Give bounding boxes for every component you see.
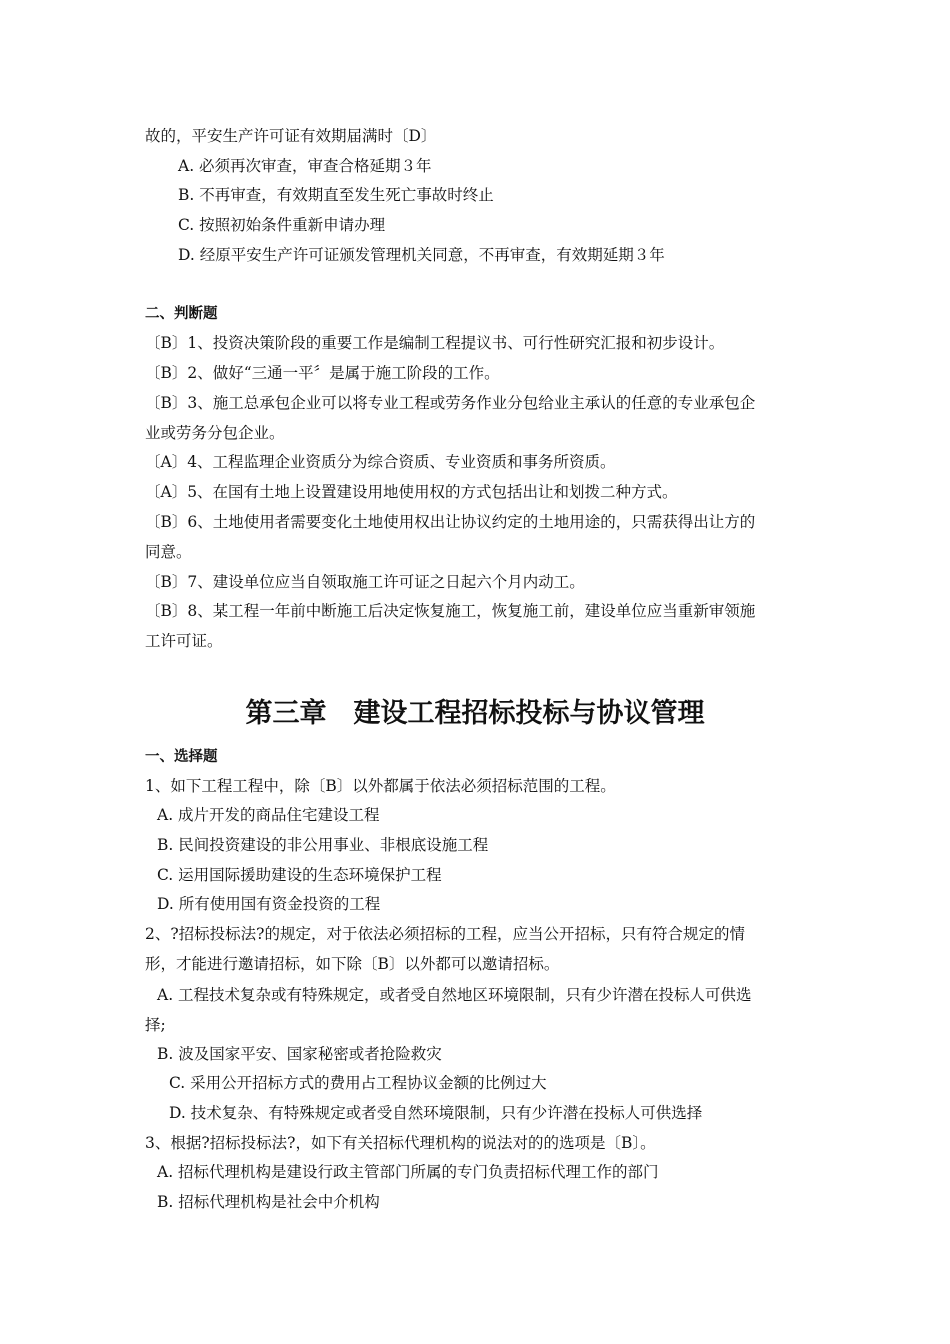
- question-2-stem: 2、?招标投标法?的规定，对于依法必须招标的工程，应当公开招标，只有符合规定的情: [145, 925, 745, 943]
- question-stem-tail: 故的，平安生产许可证有效期届满时〔D〕: [145, 127, 437, 145]
- q2-option-d: D. 技术复杂、有特殊规定或者受自然环境限制，只有少许潜在投标人可供选择: [169, 1104, 703, 1122]
- q2-option-a-continued: 择;: [145, 1016, 166, 1034]
- q3-option-a: A. 招标代理机构是建设行政主管部门所属的专门负责招标代理工作的部门: [157, 1163, 659, 1181]
- q2-option-b: B. 波及国家平安、国家秘密或者抢险救灾: [157, 1045, 442, 1063]
- question-1-stem: 1、如下工程工程中，除〔B〕以外都属于依法必须招标范围的工程。: [145, 777, 616, 795]
- judgement-item: 〔A〕5、在国有土地上设置建设用地使用权的方式包括出让和划拨二种方式。: [145, 483, 678, 501]
- section-heading-judgement: 二、判断题: [145, 306, 218, 322]
- section-heading-choice: 一、选择题: [145, 749, 218, 765]
- judgement-item: 〔B〕7、建设单位应当自领取施工许可证之日起六个月内动工。: [145, 573, 585, 591]
- judgement-item-continued: 业或劳务分包企业。: [145, 424, 285, 442]
- judgement-item: 〔B〕6、土地使用者需要变化土地使用权出让协议约定的土地用途的，只需获得出让方的: [145, 513, 756, 531]
- question-3-stem: 3、根据?招标投标法?，如下有关招标代理机构的说法对的的选项是〔B〕。: [145, 1134, 656, 1152]
- judgement-item-continued: 同意。: [145, 543, 192, 561]
- judgement-item: 〔B〕1、投资决策阶段的重要工作是编制工程提议书、可行性研究汇报和初步设计。: [145, 334, 725, 352]
- judgement-item-continued: 工许可证。: [145, 632, 223, 650]
- q1-option-a: A. 成片开发的商品住宅建设工程: [157, 806, 380, 824]
- judgement-item: 〔B〕3、施工总承包企业可以将专业工程或劳务作业分包给业主承认的任意的专业承包企: [145, 394, 756, 412]
- q1-option-c: C. 运用国际援助建设的生态环境保护工程: [157, 866, 442, 884]
- question-2-stem-continued: 形，才能进行邀请招标，如下除〔B〕以外都可以邀请招标。: [145, 955, 560, 973]
- chapter-title: 第三章 建设工程招标投标与协议管理: [245, 698, 705, 729]
- option-a: A. 必须再次审查，审查合格延期３年: [178, 157, 432, 175]
- option-c: C. 按照初始条件重新申请办理: [178, 216, 386, 234]
- judgement-item: 〔B〕8、某工程一年前中断施工后决定恢复施工，恢复施工前，建设单位应当重新审领施: [145, 602, 756, 620]
- judgement-item: 〔A〕4、工程监理企业资质分为综合资质、专业资质和事务所资质。: [145, 453, 616, 471]
- q1-option-d: D. 所有使用国有资金投资的工程: [157, 895, 381, 913]
- q1-option-b: B. 民间投资建设的非公用事业、非根底设施工程: [157, 836, 489, 854]
- q2-option-a: A. 工程技术复杂或有特殊规定，或者受自然地区环境限制，只有少许潜在投标人可供选: [157, 986, 752, 1004]
- option-d: D. 经原平安生产许可证颁发管理机关同意，不再审查，有效期延期３年: [178, 246, 665, 264]
- option-b: B. 不再审查，有效期直至发生死亡事故时终止: [178, 186, 494, 204]
- judgement-item: 〔B〕2、做好“三通一平〞是属于施工阶段的工作。: [145, 364, 500, 382]
- q3-option-b: B. 招标代理机构是社会中介机构: [157, 1193, 380, 1211]
- q2-option-c: C. 采用公开招标方式的费用占工程协议金额的比例过大: [169, 1074, 547, 1092]
